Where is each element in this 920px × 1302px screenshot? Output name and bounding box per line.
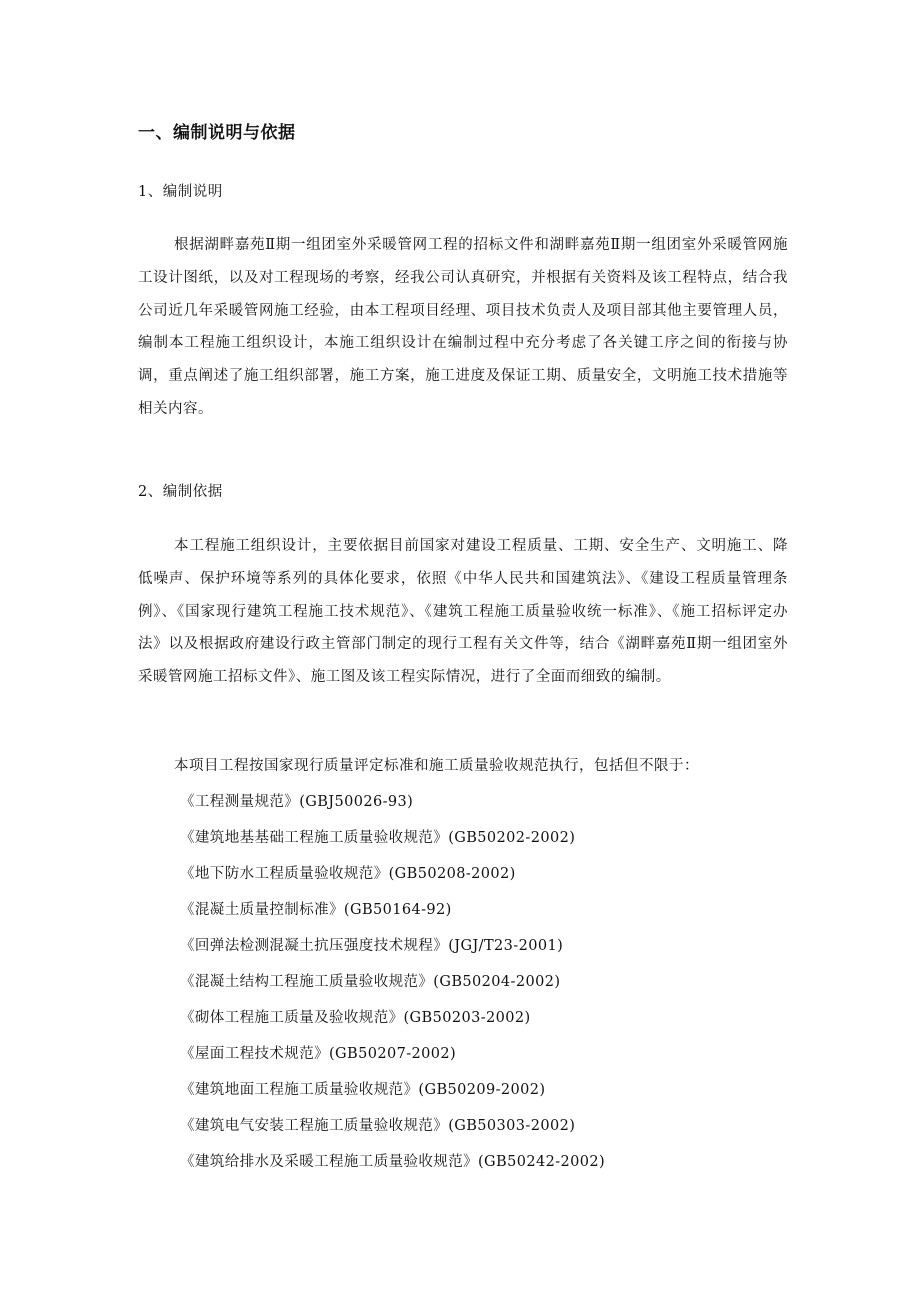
standard-item: 《工程测量规范》(GBJ50026-93) xyxy=(180,794,414,810)
standard-item: 《砌体工程施工质量及验收规范》(GB50203-2002) xyxy=(180,1010,531,1026)
standard-item: 《地下防水工程质量验收规范》(GB50208-2002) xyxy=(180,866,516,882)
standard-item: 《回弹法检测混凝土抗压强度技术规程》(JGJ/T23-2001) xyxy=(180,938,564,954)
standard-item: 《混凝土结构工程施工质量验收规范》(GB50204-2002) xyxy=(180,974,561,990)
section-heading: 一、编制说明与依据 xyxy=(138,123,296,143)
standard-item: 《建筑给排水及采暖工程施工质量验收规范》(GB50242-2002) xyxy=(180,1154,606,1170)
subsection-title-basis: 2、编制依据 xyxy=(138,484,223,500)
subsection-title-description: 1、编制说明 xyxy=(138,184,223,200)
standard-item: 《建筑电气安装工程施工质量验收规范》(GB50303-2002) xyxy=(180,1118,576,1134)
standard-item: 《混凝土质量控制标准》(GB50164-92) xyxy=(180,902,452,918)
standard-item: 《建筑地面工程施工质量验收规范》(GB50209-2002) xyxy=(180,1082,546,1098)
standard-item: 《屋面工程技术规范》(GB50207-2002) xyxy=(180,1046,457,1062)
description-paragraph: 根据湖畔嘉苑Ⅱ期一组团室外采暖管网工程的招标文件和湖畔嘉苑Ⅱ期一组团室外采暖管网施工设计图纸，以及对工程现场的考察，经我公司认真研究，并根据有关资料及该工程特点，结合我公司近几年采暖管网施工经验，由本工程项目经理、项目技术负责人及项目部其他主要管理人员，编制本工程施工组织设计，本施工组织设计在编制过程中充分考虑了各关键工序之间的衔接与协调，重点阐述了施工组织部署，施工方案，施工进度及保证工期、质量安全，文明施工技术措施等相关内容。 xyxy=(138,237,788,417)
standards-intro: 本项目工程按国家现行质量评定标准和施工质量验收规范执行，包括但不限于： xyxy=(174,758,699,774)
standard-item: 《建筑地基基础工程施工质量验收规范》(GB50202-2002) xyxy=(180,830,576,846)
basis-paragraph: 本工程施工组织设计，主要依据目前国家对建设工程质量、工期、安全生产、文明施工、降低噪声、保护环境等系列的具体化要求，依照《中华人民共和国建筑法》、《建设工程质量管理条例》、《国家现行建筑工程施工技术规范》、《建筑工程施工质量验收统一标准》、《施工招标评定办法》以及根据政府建设行政主管部门制定的现行工程有关文件等，结合《湖畔嘉苑Ⅱ期一组团室外采暖管网施工招标文件》、施工图及该工程实际情况，进行了全面而细致的编制。 xyxy=(138,538,788,686)
